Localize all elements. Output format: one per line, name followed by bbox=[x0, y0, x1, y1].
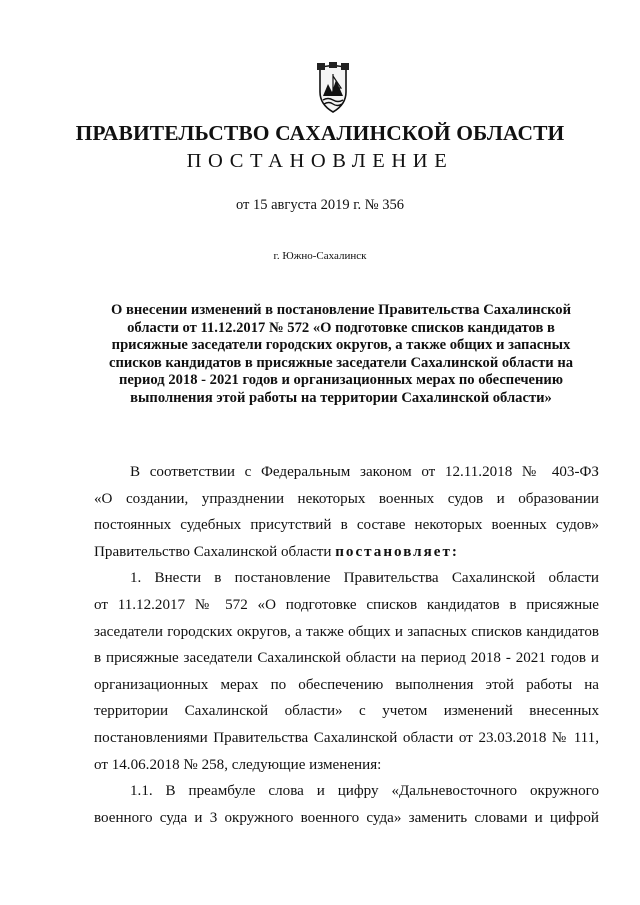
resolves-keyword: постановляет: bbox=[335, 543, 459, 560]
document-body bbox=[94, 459, 599, 831]
body-line: организационных мерах по обеспечению выполнения этой работы на bbox=[94, 676, 599, 693]
subject-line: О внесении изменений в постановление Правительства Сахалинской bbox=[110, 302, 572, 318]
body-line: постановлениями Правительства Сахалинской области от 23.03.2018 № 111, bbox=[94, 729, 599, 746]
document-type: ПОСТАНОВЛЕНИЕ bbox=[186, 150, 454, 172]
document-subject bbox=[98, 302, 584, 408]
subject-line: списков кандидатов в присяжные заседатели Сахалинской области на bbox=[108, 354, 574, 371]
body-line: в присяжные заседатели Сахалинской области на период 2018 - 2021 годов и bbox=[94, 650, 599, 667]
subject-line: выполнения этой работы на территории Сахалинской области» bbox=[130, 389, 552, 406]
body-line: заседатели городских округов, а также общих и запасных списков кандидатов bbox=[94, 623, 599, 640]
body-line: территории Сахалинской области» с учетом изменений внесенных bbox=[94, 703, 599, 720]
subject-line: присяжные заседатели городских округов, а также общих и запасных bbox=[111, 337, 571, 354]
document-date-number: от 15 августа 2019 г. № 356 bbox=[235, 197, 405, 213]
subject-line: области от 11.12.2017 № 572 «О подготовке списков кандидатов в bbox=[127, 319, 555, 336]
body-line: 1. Внести в постановление Правительства Сахалинской области bbox=[130, 570, 599, 587]
body-line: от 11.12.2017 № 572 «О подготовке списков кандидатов в присяжные bbox=[94, 596, 599, 613]
body-line: военного суда и 3 окружного военного суда» заменить словами и цифрой bbox=[94, 809, 599, 826]
body-line: «О создании, упразднении некоторых военных судов и образовании bbox=[94, 490, 599, 507]
body-line: В соответствии с Федеральным законом от 12.11.2018 № 403-ФЗ bbox=[130, 464, 599, 480]
sakhalin-coat-of-arms-icon bbox=[314, 62, 352, 114]
body-line: от 14.06.2018 № 258, следующие изменения: bbox=[94, 756, 382, 773]
body-line bbox=[94, 539, 599, 566]
document-city: г. Южно-Сахалинск bbox=[273, 250, 367, 262]
body-line: 1.1. В преамбуле слова и цифру «Дальневосточного окружного bbox=[130, 783, 599, 800]
government-title: ПРАВИТЕЛЬСТВО САХАЛИНСКОЙ ОБЛАСТИ bbox=[75, 121, 565, 145]
body-line: постоянных судебных присутствий в составе некоторых военных судов» bbox=[94, 517, 599, 534]
body-text: Правительство Сахалинской области bbox=[94, 543, 336, 560]
subject-line: период 2018 - 2021 годов и организационных мерах по обеспечению bbox=[119, 372, 563, 389]
